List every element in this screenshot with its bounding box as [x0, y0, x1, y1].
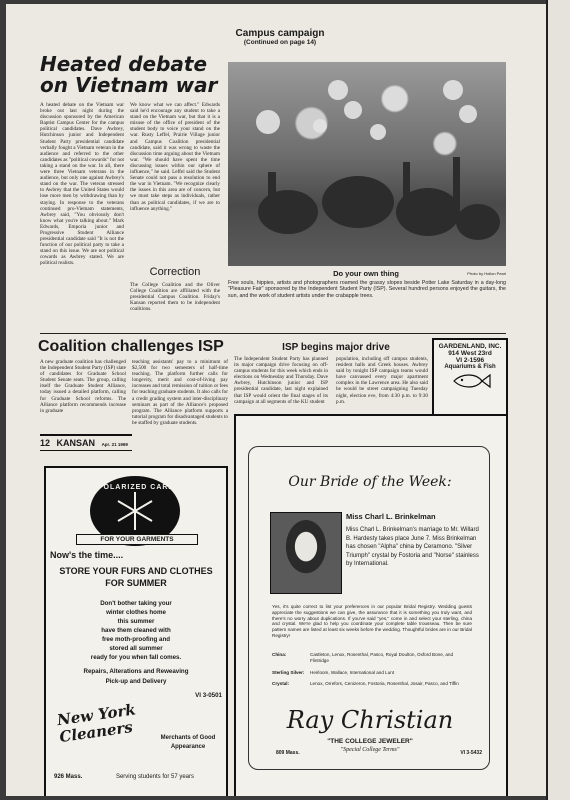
- adjacent-page-edge: [546, 0, 570, 800]
- folio: [40, 434, 132, 451]
- polarized-services: Repairs, Alterations and Reweaving: [83, 668, 189, 675]
- bride-portrait: [270, 512, 342, 594]
- polarized-line: Don't bother taking your: [100, 600, 172, 607]
- bride-body: Yes, it's quite correct to list your preferences in our popular Bridal Registry. Wedding guests appreciate the suggestions we can give, the assurance that it is something you truly want, and there's no worry about duplications. If you've said "yes," come in and select your sterling, china and crystal. We're glad to help you coordinate your complete table trousseau. Then be sure pattern names are listed at least six weeks before the wedding. Thoughtful brides are in our Bridal Registry!: [272, 604, 472, 638]
- polarized-serving: Serving students for 57 years: [115, 774, 195, 780]
- polarized-line: have them cleaned with: [101, 627, 171, 634]
- vietnam-col1: A heated debate on the Vietnam war broke out last night during the discussion sponsored by the American Baptist Campus Center for the campus political candidates. Dave Awbrey, Hutchinson junior and Independent Student Party presidential candidate verbally fought a Vietnam veteran in the audience and referred to the other candidates as "political cowards" for not taking a stand on the war. In all, there were three Vietnam veterans in the audience, but only one against Awbrey's stand on the war. The veteran stressed to Awbrey that the United States would lose more men by withdrawing than by staying. In response to the veterans continued pro-Vietnam statements, Awbrey said, "You obviously don't know what you're talking about." Mark Edwards, Emporia junior and Progressive Student Alliance presidential candidate said "It is not the function of our political party to take a stand on this issue. We are not political cowards as Awbrey stated. We are political realists.: [40, 102, 124, 267]
- registry-row: [272, 681, 482, 687]
- photo-credit: Photo by Hollon Pearl: [467, 271, 506, 276]
- correction-text: The College Coalition and the Oliver College Coalition are affiliated with the presidential Campus Coalition. Friday's Kansan reported them to be independent coalitions.: [130, 282, 220, 313]
- ray-christian-logo: Ray Christian: [286, 706, 454, 734]
- polarized-line: ready for you when fall comes.: [90, 654, 182, 661]
- gardenland-ad: [432, 338, 508, 416]
- coalition-col1: A new graduate coalition has challenged the Independent Student Party (ISP) slate of candidates for Graduate School Student Senate seats. The group, calling itself the Graduate Student Alliance, today issued a detailed platform, calling for Graduate School reforms. The Alliance platform recommends increase in graduate: [40, 359, 126, 414]
- newspaper-page: [6, 4, 546, 796]
- polarized-pickup: Pick-up and Delivery: [105, 678, 167, 685]
- photo-text: Free souls, hippies, artists and photographers roamed the grassy slopes beside Potter Lake Saturday in a day-long "Pleasure Fair" sponsored by the Independent Student Party (ISP). Several hundred persons enjoyed the guitars, the sun, and the work of student artists under the crabapple trees.: [228, 280, 506, 299]
- ray-christian-address: 809 Mass.: [276, 750, 300, 756]
- page-number: 12: [40, 438, 51, 448]
- rule-mid: [40, 333, 506, 334]
- photo-scene: [228, 62, 506, 266]
- isp-col2: population, including off campus students, resident halls and Greek houses. Awbrey said by tonight ISP campaign teams would have canvassed every major apartment complex in the Lawrence area. He also said he would be street campaigning Tuesday night, election eve, from 4:30 p.m. to 9:30 p.m.: [336, 356, 428, 405]
- pleasure-fair-photo: [228, 62, 506, 266]
- polarized-lines: [56, 599, 216, 662]
- ray-christian-jeweler: "THE COLLEGE JEWELER": [327, 738, 413, 745]
- paper-name: KANSAN: [56, 438, 96, 448]
- bride-ad: [234, 414, 508, 796]
- polarized-line: this summer: [117, 618, 155, 625]
- bride-title: Our Bride of the Week:: [288, 474, 452, 490]
- polarized-time: Now's the time....: [50, 550, 124, 560]
- isp-headline: ISP begins major drive: [282, 342, 390, 353]
- gardenland-name: GARDENLAND, INC.: [438, 343, 502, 350]
- polarized-line: free moth-proofing and: [101, 636, 171, 643]
- polarized-line: winter clothes home: [106, 609, 166, 616]
- registry-label: Crystal:: [272, 681, 290, 687]
- polarized-care-ad: [44, 466, 228, 796]
- photo-caption: Do your own thing: [333, 269, 399, 278]
- continued-note: (Continued on page 14): [243, 39, 317, 46]
- vietnam-headline: Heated debate on Vietnam war: [40, 52, 218, 97]
- issue-date: Apr. 21 1969: [101, 442, 128, 447]
- polarized-ribbon: FOR YOUR GARMENTS: [76, 534, 198, 545]
- section-title: Campus campaign: [235, 28, 325, 39]
- new-york-cleaners-logo: New York Cleaners: [55, 700, 137, 747]
- bride-intro: Miss Charl L. Brinkelman's marriage to Mr. Willard B. Hardesty takes place June 7. Miss Brinkelman has chosen "Alpha" china by Ceramono. "Silver Triumph" crystal by Fostoria and "Norse" stainless by International.: [346, 527, 479, 567]
- polarized-headline: STORE YOUR FURS AND CLOTHES FOR SUMMER: [59, 566, 213, 588]
- bride-registry: [272, 652, 482, 687]
- gardenland-address: 914 West 23rd: [448, 350, 492, 357]
- polarized-line: stored all summer: [109, 645, 163, 652]
- fish-icon: [440, 370, 500, 392]
- registry-value: Heirloom, Wallace, International and Lunt: [310, 669, 395, 675]
- gardenland-tagline: Aquariums & Fish: [444, 364, 496, 370]
- registry-label: Sterling Silver:: [272, 669, 305, 675]
- registry-value: Lenox, Orrefors, Cenizeron, Fostoria, Rosenthal, Josair, Pasco, and Tiffin: [310, 681, 459, 687]
- polarized-phone: VI 3-0501: [195, 692, 222, 699]
- coalition-headline: Coalition challenges ISP: [38, 338, 224, 355]
- isp-col1: The Independent Student Party has planned its major campaign drive focusing on off-campus students for this week which ends in elections on Wednesday and Thursday. Dave Awbrey, Hutchinson junior and ISP presidential candidate, last night explained that ISP would orient the final stages of its campaign at all segments of the KU student: [234, 356, 328, 405]
- section-header: [220, 28, 340, 47]
- ray-christian-phone: VI 3-5432: [460, 750, 482, 756]
- coalition-col2: teaching assistants' pay to a minimum of $2,500 for two semesters of half-time teaching. The platform further calls for longevity, merit and cost-of-living pay increases and total remission of tuition or fees for teaching graduate students. It also calls for a credit grading system and inter-disciplinary seminars as part of the Alliance's proposed program. The Alliance platform supports a tutorial program for disadvantaged students to be staffed by graduate students.: [132, 359, 228, 426]
- polarized-address: 926 Mass.: [54, 774, 83, 780]
- bride-name: Miss Charl L. Brinkelman: [346, 512, 436, 521]
- gardenland-phone: VI 2-1596: [455, 357, 485, 364]
- polarized-brand: POLARIZED CARE: [97, 484, 175, 491]
- ray-christian-slogan: "Special College Terms": [340, 747, 400, 753]
- vietnam-col2: We know what we can affect." Edwards said he'd encourage any student to take a stand on the Vietnam war, but that it is a misuse of the office of president of the student body to voice your stand on the war. Rusty Leffel, Prairie Village junior and Campus Coalition presidential candidate, said it was wrong to waste the discussion time arguing about the Vietnam war. "We should have spent the time discussing issues within our sphere of influence," he said. Leffel said the Student Senate could not pass a resolution to end the war in Vietnam. "We recognize clearly the issues in this area are of concern, but we must take steps as individuals, rather than as political candidates, if we are to influence anything.": [130, 102, 220, 212]
- registry-value: Castleton, Lenox, Rosenthal, Pasco, Royal Doulton, Oxford Bone, and Flintridge: [310, 652, 454, 663]
- registry-row: [272, 670, 482, 676]
- polarized-merchants: Merchants of Good Appearance: [160, 735, 216, 750]
- correction-title: Correction: [149, 266, 201, 278]
- registry-label: China:: [272, 652, 287, 657]
- registry-row: [272, 652, 482, 664]
